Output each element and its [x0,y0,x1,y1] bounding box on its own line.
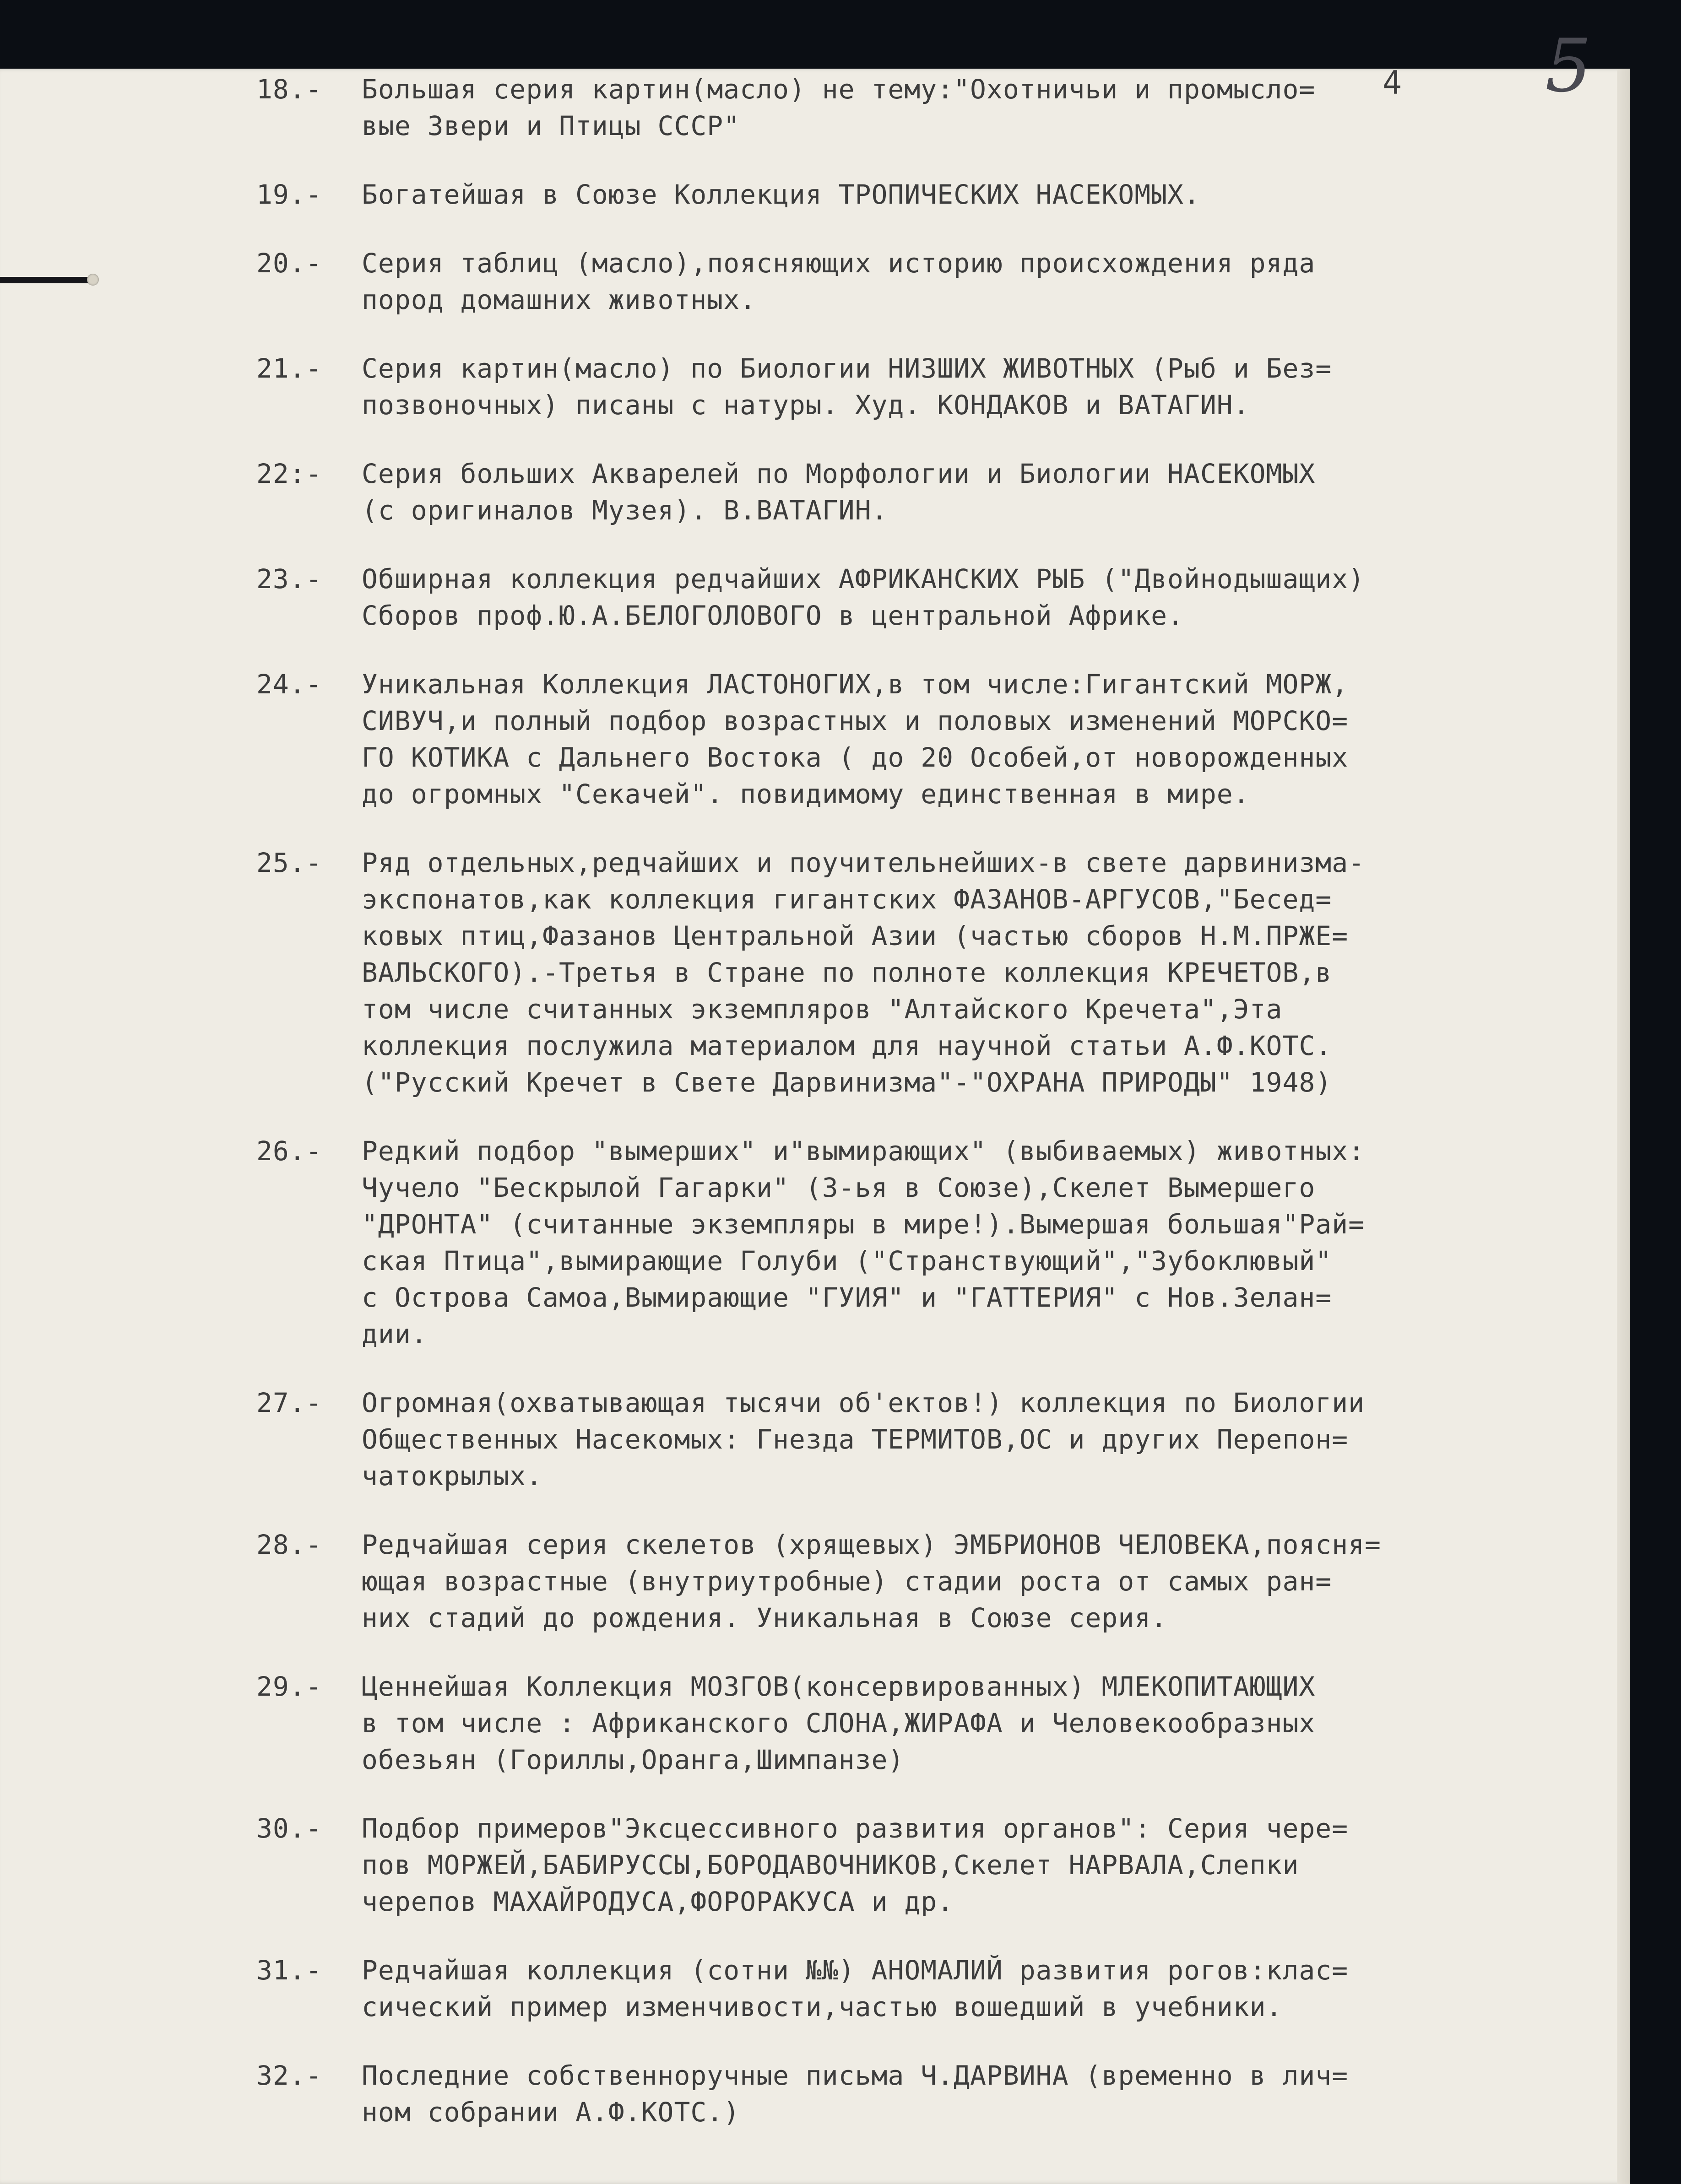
entry-text-line: Чучело "Бескрылой Гагарки" (3-ья в Союзе),Скелет Вымершего [362,1172,1316,1203]
entry-number: 32.- [256,2060,322,2091]
entry-text-line: том числе считанных экземпляров "Алтайского Кречета",Эта [362,994,1283,1025]
entry-text-line: Общественных Насекомых: Гнезда ТЕРМИТОВ,ОС и других Перепон= [362,1424,1349,1455]
list-item [256,666,1593,812]
entry-text-line: Последние собственноручные письма Ч.ДАРВИНА (временно в лич= [362,2060,1349,2091]
entry-text-line: Серия таблиц (масло),поясняющих историю происхождения ряда [362,248,1316,279]
list-item [256,844,1593,1101]
entry-text-line: них стадий до рождения. Уникальная в Союзе серия. [362,1602,1168,1633]
list-item [256,455,1593,529]
entry-number: 26.- [256,1135,322,1167]
list-item [256,1133,1593,1352]
binding-thread [0,277,92,283]
entry-number: 30.- [256,1813,322,1844]
entry-text-line: Обширная коллекция редчайших АФРИКАНСКИХ РЫБ ("Двойнодышащих) [362,563,1365,595]
entry-number: 22:- [256,458,322,489]
entry-text-line: пов МОРЖЕЙ,БАБИРУССЫ,БОРОДАВОЧНИКОВ,Скелет НАРВАЛА,Слепки [362,1849,1299,1881]
entry-number: 28.- [256,1529,322,1560]
handwritten-page-number: 5 [1545,23,1592,108]
list-item [256,350,1593,423]
entry-text-line: ном собрании А.Ф.КОТС.) [362,2097,740,2128]
entry-text-line: Сборов проф.Ю.А.БЕЛОГОЛОВОГО в центральной Африке. [362,600,1184,631]
entry-text-line: Редчайшая коллекция (сотни №№) АНОМАЛИЙ развития рогов:клас= [362,1955,1349,1986]
entry-number: 25.- [256,847,322,878]
list-item [256,1810,1593,1920]
entry-text-line: ("Русский Кречет в Свете Дарвинизма"-"ОХРАНА ПРИРОДЫ" 1948) [362,1067,1332,1098]
list-item [256,176,1593,213]
entry-text-line: ская Птица",вымирающие Голуби ("Странствующий","Зубоклювый" [362,1245,1332,1276]
entry-number: 29.- [256,1671,322,1702]
entry-text-line: до огромных "Секачей". повидимому единственная в мире. [362,778,1250,810]
entry-text-line: "ДРОНТА" (считанные экземпляры в мире!).Вымершая большая"Рай= [362,1209,1365,1240]
entry-text-line: в том числе : Африканского СЛОНА,ЖИРАФА и Человекообразных [362,1708,1316,1739]
entry-text-line: Уникальная Коллекция ЛАСТОНОГИХ,в том числе:Гигантский МОРЖ, [362,669,1349,700]
entry-text-line: дии. [362,1319,428,1350]
entry-number: 20.- [256,248,322,279]
list-item [256,245,1593,318]
entry-text-line: вые Звери и Птицы СССР" [362,110,740,141]
entry-text-line: чатокрылых. [362,1460,543,1492]
entry-text-line: Огромная(охватывающая тысячи об'ектов!) коллекция по Биологии [362,1387,1365,1418]
list-item [256,1952,1593,2025]
entry-number: 31.- [256,1955,322,1986]
entry-text-line: Богатейшая в Союзе Коллекция ТРОПИЧЕСКИХ НАСЕКОМЫХ. [362,179,1200,210]
list-item [256,1384,1593,1494]
entry-text-line: ющая возрастные (внутриутробные) стадии роста от самых ран= [362,1566,1332,1597]
entry-number: 19.- [256,179,322,210]
entry-number: 24.- [256,669,322,700]
entry-text-line: позвоночных) писаны с натуры. Худ. КОНДАКОВ и ВАТАГИН. [362,389,1250,421]
list-item [256,1526,1593,1636]
list-item [256,2057,1593,2130]
entry-text-line: Редчайшая серия скелетов (хрящевых) ЭМБРИОНОВ ЧЕЛОВЕКА,поясня= [362,1529,1381,1560]
typed-page-number: 4 [1383,64,1402,102]
entry-text-line: с Острова Самоа,Вымирающие "ГУИЯ" и "ГАТТЕРИЯ" с Нов.Зелан= [362,1282,1332,1313]
entry-text-line: Ряд отдельных,редчайших и поучительнейших-в свете дарвинизма- [362,847,1365,878]
entry-number: 27.- [256,1387,322,1418]
entry-text-line: сический пример изменчивости,частью вошедший в учебники. [362,1991,1283,2022]
entry-text-line: черепов МАХАЙРОДУСА,ФОРОРАКУСА и др. [362,1886,954,1917]
page-edge [1617,69,1630,2184]
entry-number: 18.- [256,74,322,105]
entry-text-line: ВАЛЬСКОГО).-Третья в Стране по полноте коллекция КРЕЧЕТОВ,в [362,957,1332,988]
list-item [256,561,1593,634]
entry-number: 23.- [256,563,322,595]
list-item [256,1668,1593,1778]
entry-text-line: Серия картин(масло) по Биологии НИЗШИХ ЖИВОТНЫХ (Рыб и Без= [362,353,1332,384]
entry-number: 21.- [256,353,322,384]
entry-text-line: СИВУЧ,и полный подбор возрастных и половых изменений МОРСКО= [362,705,1349,736]
entry-text-line: ГО КОТИКА с Дальнего Востока ( до 20 Особей,от новорожденных [362,742,1349,773]
entries-list [256,71,1593,2162]
entry-text-line: Серия больших Акварелей по Морфологии и Биологии НАСЕКОМЫХ [362,458,1316,489]
entry-text-line: пород домашних животных. [362,284,757,315]
entry-text-line: коллекция послужила материалом для научной статьи А.Ф.КОТС. [362,1030,1332,1061]
entry-text-line: Большая серия картин(масло) не тему:"Охотничьи и промысло= [362,74,1316,105]
entry-text-line: Ценнейшая Коллекция МОЗГОВ(консервированных) МЛЕКОПИТАЮЩИХ [362,1671,1316,1702]
entry-text-line: Подбор примеров"Эксцессивного развития органов": Серия чере= [362,1813,1349,1844]
entry-text-line: ковых птиц,Фазанов Центральной Азии (частью сборов Н.М.ПРЖЕ= [362,920,1349,951]
binding-hole [87,274,99,286]
list-item [256,71,1593,144]
entry-text-line: (с оригиналов Музея). В.ВАТАГИН. [362,495,888,526]
entry-text-line: экспонатов,как коллекция гигантских ФАЗАНОВ-АРГУСОВ,"Бесед= [362,884,1332,915]
entry-text-line: обезьян (Гориллы,Оранга,Шимпанзе) [362,1744,905,1775]
entry-text-line: Редкий подбор "вымерших" и"вымирающих" (выбиваемых) животных: [362,1135,1365,1167]
